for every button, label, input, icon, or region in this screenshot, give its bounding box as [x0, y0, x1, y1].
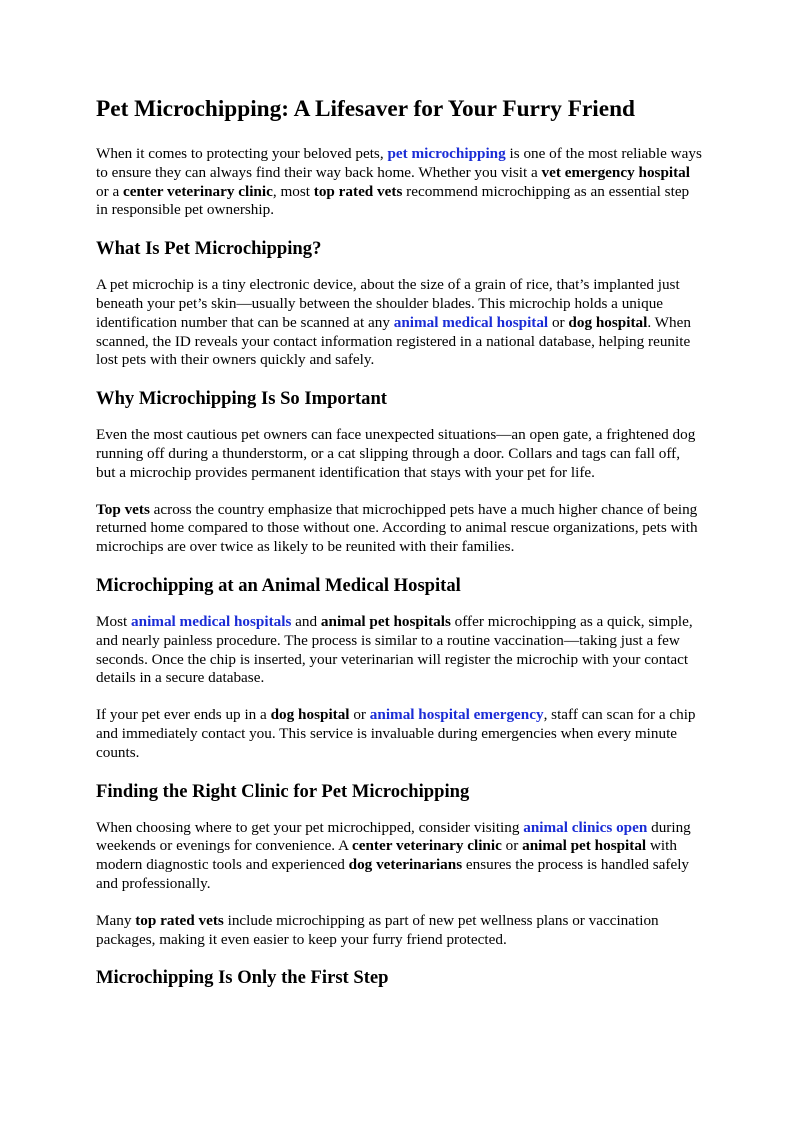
text: . When scanned, the ID reveals your contact information registered in a national database, helping reunite lost pets with their owners quickly and safely.	[96, 313, 691, 369]
paragraph	[96, 706, 702, 762]
section-heading: What Is Pet Microchipping?	[96, 238, 322, 260]
text: and	[291, 612, 321, 630]
bold-term: center veterinary clinic	[352, 837, 502, 855]
bold-term: dog hospital	[568, 313, 648, 331]
section-heading: Finding the Right Clinic for Pet Microchipping	[96, 780, 470, 802]
paragraph	[96, 819, 702, 894]
text: , staff can scan for a chip and immediately contact you. This service is invaluable during emergencies when every minute counts.	[96, 706, 696, 761]
bold-term: dog veterinarians	[348, 856, 463, 874]
text: , most	[272, 182, 314, 200]
paragraph	[96, 912, 702, 950]
text: or	[548, 313, 569, 331]
text: is one of the most reliable ways to ensure they can always find their way back home. Whether you visit a	[96, 145, 702, 181]
text: Most	[96, 612, 132, 630]
paragraph: Even the most cautious pet owners can face unexpected situations—an open gate, a frightened dog running off during a thunderstorm, or a cat slipping through a door. Collars and tags can fall off, but a microchip provides permanent identification that stays with your pet for life.	[96, 426, 696, 481]
link-animal-medical-hospitals[interactable]: animal medical hospitals	[131, 612, 292, 630]
text: across the country emphasize that microchipped pets have a much higher chance of being returned home compared to those without one. According to animal rescue organizations, pets with microchips are over twice as likely to be reunited with their families.	[96, 500, 698, 556]
link-animal-clinics-open[interactable]: animal clinics open	[523, 818, 648, 836]
text: or	[349, 706, 370, 724]
paragraph	[96, 276, 702, 370]
bold-term: Top vets	[96, 500, 150, 518]
text: If your pet ever ends up in a	[96, 706, 271, 724]
bold-term: top rated vets	[135, 911, 224, 929]
text: A pet microchip is a tiny electronic device, about the size of a grain of rice, that’s implanted just beneath your pet’s skin—usually between the shoulder blades. This microchip holds a unique identification number that can be scanned at any	[96, 276, 680, 331]
text: or	[501, 837, 523, 855]
text: recommend microchipping as an essential step in responsible pet ownership.	[96, 182, 690, 219]
bold-term: animal pet hospitals	[320, 612, 451, 630]
text: When it comes to protecting your beloved pets,	[96, 145, 388, 162]
text: offer microchipping as a quick, simple, and nearly painless procedure. The process is similar to a routine vaccination—taking just a few seconds. Once the chip is inserted, your veterinarian will register the microchip with your contact details in a secure database.	[96, 612, 693, 687]
bold-term: vet emergency hospital	[541, 163, 690, 181]
document-page	[96, 95, 702, 1005]
page-title: Pet Microchipping: A Lifesaver for Your Furry Friend	[96, 96, 636, 122]
link-animal-medical-hospital[interactable]: animal medical hospital	[393, 313, 549, 331]
section-heading: Microchipping at an Animal Medical Hospital	[96, 574, 461, 596]
section-heading: Why Microchipping Is So Important	[96, 388, 387, 410]
text: during weekends or evenings for convenience. A	[96, 818, 691, 855]
intro-paragraph	[96, 145, 702, 220]
bold-term: animal pet hospital	[522, 837, 647, 855]
link-animal-hospital-emergency[interactable]: animal hospital emergency	[369, 706, 544, 724]
text: include microchipping as part of new pet wellness plans or vaccination packages, making it even easier to keep your furry friend protected.	[96, 911, 659, 948]
text: ensures the process is handled safely and professionally.	[96, 856, 690, 892]
section-heading: Microchipping Is Only the First Step	[96, 967, 389, 989]
paragraph	[96, 613, 702, 688]
text: When choosing where to get your pet microchipped, consider visiting	[96, 818, 524, 836]
text: Many	[96, 911, 136, 929]
text: with modern diagnostic tools and experienced	[96, 837, 677, 874]
link-pet-microchipping[interactable]: pet microchipping	[387, 145, 506, 162]
bold-term: dog hospital	[270, 706, 350, 724]
bold-term: center veterinary clinic	[123, 182, 273, 200]
text: or a	[96, 182, 123, 200]
paragraph	[96, 501, 702, 557]
bold-term: top rated vets	[313, 182, 403, 200]
